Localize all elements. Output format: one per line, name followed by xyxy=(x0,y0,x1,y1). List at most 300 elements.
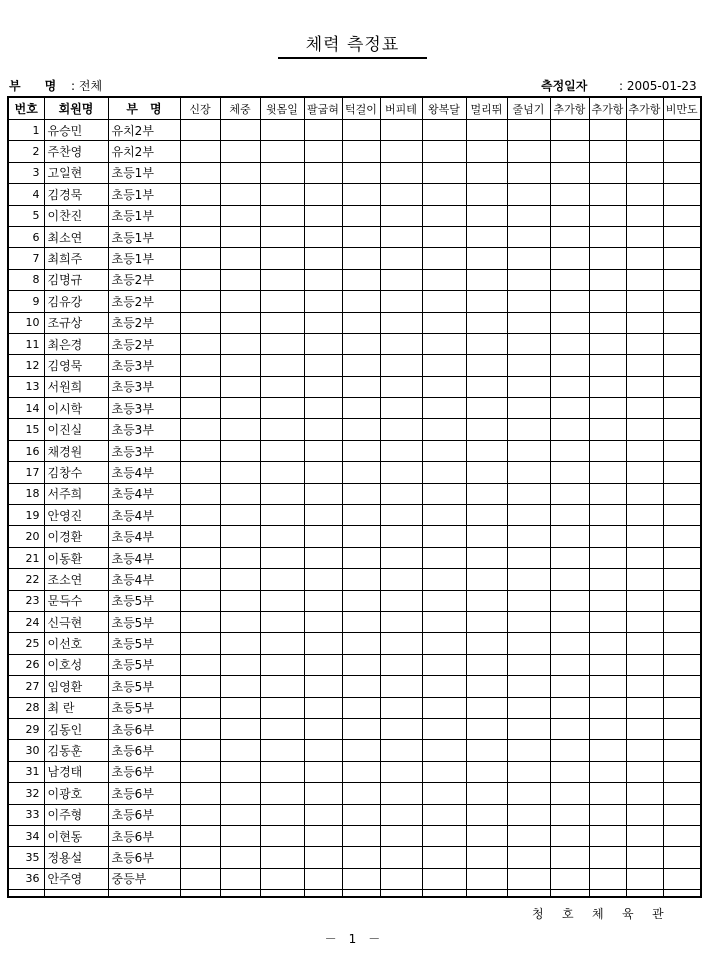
measurement-cell xyxy=(220,611,260,632)
measurement-cell xyxy=(507,462,550,483)
measurement-cell xyxy=(304,269,342,290)
measurement-cell xyxy=(507,611,550,632)
measurement-cell xyxy=(422,483,466,504)
member-name: 이찬진 xyxy=(44,205,108,226)
measurement-cell xyxy=(589,868,626,889)
measurement-cell xyxy=(550,761,589,782)
measurement-cell xyxy=(466,654,507,675)
measurement-cell xyxy=(380,654,422,675)
measurement-cell xyxy=(260,398,304,419)
measurement-cell xyxy=(626,398,663,419)
measurement-cell xyxy=(304,590,342,611)
measurement-cell xyxy=(304,697,342,718)
table-row xyxy=(8,419,701,440)
row-number: 18 xyxy=(8,483,44,504)
measurement-cell xyxy=(180,269,220,290)
measurement-cell xyxy=(589,825,626,846)
measurement-cell xyxy=(180,847,220,868)
department: 초등6부 xyxy=(108,740,180,761)
measurement-cell xyxy=(550,569,589,590)
measurement-cell xyxy=(380,483,422,504)
measurement-cell xyxy=(260,654,304,675)
empty-cell xyxy=(8,890,44,898)
measurement-cell xyxy=(220,376,260,397)
measurement-cell xyxy=(304,483,342,504)
measurement-cell xyxy=(422,333,466,354)
member-name: 신극현 xyxy=(44,611,108,632)
measurement-cell xyxy=(589,483,626,504)
measurement-cell xyxy=(466,868,507,889)
column-header: 부 명 xyxy=(108,97,180,120)
measurement-cell xyxy=(663,248,701,269)
measurement-cell xyxy=(180,376,220,397)
measurement-cell xyxy=(304,184,342,205)
department: 초등5부 xyxy=(108,590,180,611)
date-label: 측정일자 xyxy=(541,79,588,93)
measurement-cell xyxy=(507,547,550,568)
date-meta xyxy=(541,77,697,94)
measurement-cell xyxy=(422,676,466,697)
department: 초등1부 xyxy=(108,248,180,269)
measurement-cell xyxy=(550,740,589,761)
member-name: 문득수 xyxy=(44,590,108,611)
measurement-cell xyxy=(304,141,342,162)
measurement-cell xyxy=(507,526,550,547)
row-number: 13 xyxy=(8,376,44,397)
table-row xyxy=(8,611,701,632)
measurement-cell xyxy=(663,419,701,440)
row-number: 28 xyxy=(8,697,44,718)
measurement-cell xyxy=(180,697,220,718)
measurement-cell xyxy=(342,398,380,419)
table-row xyxy=(8,526,701,547)
row-number: 27 xyxy=(8,676,44,697)
measurement-cell xyxy=(663,740,701,761)
measurement-cell xyxy=(180,676,220,697)
column-header: 턱걸이 xyxy=(342,97,380,120)
table-row xyxy=(8,226,701,247)
measurement-cell xyxy=(507,355,550,376)
measurement-cell xyxy=(342,569,380,590)
column-header: 회원명 xyxy=(44,97,108,120)
measurement-cell xyxy=(422,226,466,247)
measurement-cell xyxy=(304,783,342,804)
measurement-cell xyxy=(220,205,260,226)
row-number: 8 xyxy=(8,269,44,290)
measurement-cell xyxy=(304,611,342,632)
department: 유치2부 xyxy=(108,141,180,162)
member-name: 최희주 xyxy=(44,248,108,269)
measurement-cell xyxy=(589,526,626,547)
measurement-cell xyxy=(220,291,260,312)
table-row xyxy=(8,291,701,312)
department: 초등5부 xyxy=(108,697,180,718)
measurement-cell xyxy=(663,141,701,162)
column-header: 신장 xyxy=(180,97,220,120)
department: 초등1부 xyxy=(108,226,180,247)
measurement-cell xyxy=(380,184,422,205)
measurement-cell xyxy=(507,376,550,397)
measurement-cell xyxy=(589,462,626,483)
measurement-cell xyxy=(260,633,304,654)
measurement-cell xyxy=(507,654,550,675)
measurement-cell xyxy=(626,611,663,632)
measurement-cell xyxy=(180,120,220,141)
measurement-cell xyxy=(220,226,260,247)
measurement-cell xyxy=(466,740,507,761)
measurement-cell xyxy=(380,205,422,226)
member-name: 남경태 xyxy=(44,761,108,782)
member-name: 김동인 xyxy=(44,718,108,739)
measurement-cell xyxy=(260,162,304,183)
measurement-cell xyxy=(422,611,466,632)
measurement-cell xyxy=(260,783,304,804)
measurement-cell xyxy=(342,783,380,804)
measurement-cell xyxy=(180,398,220,419)
measurement-cell xyxy=(220,804,260,825)
measurement-cell xyxy=(507,333,550,354)
measurement-cell xyxy=(342,376,380,397)
table-row xyxy=(8,355,701,376)
measurement-cell xyxy=(380,376,422,397)
measurement-cell xyxy=(663,184,701,205)
measurement-cell xyxy=(550,718,589,739)
measurement-cell xyxy=(304,676,342,697)
department: 초등2부 xyxy=(108,269,180,290)
measurement-cell xyxy=(663,505,701,526)
measurement-cell xyxy=(466,633,507,654)
measurement-cell xyxy=(342,141,380,162)
table-row xyxy=(8,547,701,568)
measurement-cell xyxy=(422,162,466,183)
measurement-cell xyxy=(589,205,626,226)
page-number: － 1 － xyxy=(324,932,381,946)
measurement-cell xyxy=(220,333,260,354)
department: 초등2부 xyxy=(108,312,180,333)
table-row xyxy=(8,740,701,761)
measurement-cell xyxy=(220,590,260,611)
measurement-cell xyxy=(589,718,626,739)
measurement-cell xyxy=(626,783,663,804)
member-name: 조규상 xyxy=(44,312,108,333)
measurement-cell xyxy=(380,355,422,376)
measurement-cell xyxy=(342,333,380,354)
measurement-cell xyxy=(422,761,466,782)
table-row xyxy=(8,440,701,461)
measurement-cell xyxy=(466,847,507,868)
measurement-cell xyxy=(342,633,380,654)
measurement-cell xyxy=(342,654,380,675)
measurement-cell xyxy=(220,547,260,568)
measurement-cell xyxy=(550,205,589,226)
measurement-cell xyxy=(260,269,304,290)
measurement-cell xyxy=(507,312,550,333)
empty-cell xyxy=(550,890,589,898)
measurement-cell xyxy=(663,761,701,782)
measurement-cell xyxy=(626,120,663,141)
measurement-cell xyxy=(626,697,663,718)
measurement-cell xyxy=(550,825,589,846)
measurement-cell xyxy=(626,804,663,825)
measurement-cell xyxy=(626,526,663,547)
measurement-cell xyxy=(180,804,220,825)
measurement-cell xyxy=(180,462,220,483)
measurement-cell xyxy=(507,440,550,461)
measurement-cell xyxy=(589,184,626,205)
row-number: 11 xyxy=(8,333,44,354)
measurement-cell xyxy=(663,355,701,376)
measurement-cell xyxy=(180,783,220,804)
measurement-cell xyxy=(550,847,589,868)
measurement-cell xyxy=(422,526,466,547)
department: 유치2부 xyxy=(108,120,180,141)
measurement-cell xyxy=(304,398,342,419)
measurement-cell xyxy=(260,718,304,739)
measurement-cell xyxy=(220,120,260,141)
measurement-cell xyxy=(422,248,466,269)
measurement-cell xyxy=(380,825,422,846)
measurement-cell xyxy=(550,269,589,290)
organization-char: 청 xyxy=(532,907,544,921)
member-name: 안주영 xyxy=(44,868,108,889)
measurement-cell xyxy=(466,120,507,141)
table-row xyxy=(8,761,701,782)
measurement-cell xyxy=(342,847,380,868)
measurement-cell xyxy=(663,162,701,183)
measurement-cell xyxy=(626,141,663,162)
empty-cell xyxy=(44,890,108,898)
measurement-cell xyxy=(342,825,380,846)
measurement-cell xyxy=(422,355,466,376)
measurement-cell xyxy=(180,590,220,611)
row-number: 3 xyxy=(8,162,44,183)
header-row xyxy=(8,97,701,120)
member-name: 김명규 xyxy=(44,269,108,290)
empty-cell xyxy=(507,890,550,898)
dept-label: 부 명 xyxy=(9,79,57,93)
row-number: 22 xyxy=(8,569,44,590)
measurement-cell xyxy=(589,376,626,397)
measurement-cell xyxy=(304,569,342,590)
measurement-cell xyxy=(304,355,342,376)
measurement-cell xyxy=(466,312,507,333)
measurement-cell xyxy=(422,376,466,397)
measurement-cell xyxy=(180,205,220,226)
organization-char: 호 xyxy=(562,907,574,921)
empty-row xyxy=(8,890,701,898)
table-row xyxy=(8,120,701,141)
measurement-cell xyxy=(550,633,589,654)
measurement-cell xyxy=(589,654,626,675)
measurement-cell xyxy=(380,462,422,483)
measurement-cell xyxy=(663,226,701,247)
measurement-cell xyxy=(507,825,550,846)
measurement-cell xyxy=(626,633,663,654)
measurement-cell xyxy=(422,590,466,611)
measurement-cell xyxy=(304,291,342,312)
measurement-cell xyxy=(180,312,220,333)
department: 초등6부 xyxy=(108,804,180,825)
measurement-cell xyxy=(260,761,304,782)
measurement-cell xyxy=(626,505,663,526)
measurement-cell xyxy=(507,740,550,761)
measurement-cell xyxy=(422,291,466,312)
measurement-cell xyxy=(304,205,342,226)
measurement-cell xyxy=(260,847,304,868)
measurement-cell xyxy=(342,462,380,483)
measurement-table xyxy=(7,96,702,898)
table-row xyxy=(8,269,701,290)
measurement-cell xyxy=(342,740,380,761)
measurement-cell xyxy=(342,483,380,504)
table-row xyxy=(8,398,701,419)
measurement-cell xyxy=(466,505,507,526)
measurement-cell xyxy=(422,419,466,440)
table-row xyxy=(8,590,701,611)
measurement-cell xyxy=(626,676,663,697)
measurement-cell xyxy=(663,654,701,675)
measurement-cell xyxy=(466,398,507,419)
measurement-cell xyxy=(507,761,550,782)
department: 초등4부 xyxy=(108,483,180,504)
table-row xyxy=(8,825,701,846)
member-name: 김영묵 xyxy=(44,355,108,376)
row-number: 6 xyxy=(8,226,44,247)
column-header: 윗몸일 xyxy=(260,97,304,120)
organization-name xyxy=(532,905,682,922)
measurement-cell xyxy=(220,825,260,846)
measurement-cell xyxy=(507,804,550,825)
measurement-cell xyxy=(422,184,466,205)
measurement-cell xyxy=(260,868,304,889)
measurement-cell xyxy=(550,526,589,547)
empty-cell xyxy=(220,890,260,898)
measurement-cell xyxy=(466,825,507,846)
row-number: 19 xyxy=(8,505,44,526)
measurement-cell xyxy=(507,162,550,183)
measurement-cell xyxy=(422,825,466,846)
department: 초등2부 xyxy=(108,291,180,312)
row-number: 17 xyxy=(8,462,44,483)
measurement-cell xyxy=(422,783,466,804)
measurement-cell xyxy=(220,269,260,290)
row-number: 36 xyxy=(8,868,44,889)
measurement-cell xyxy=(466,804,507,825)
measurement-cell xyxy=(422,141,466,162)
row-number: 35 xyxy=(8,847,44,868)
measurement-cell xyxy=(380,697,422,718)
measurement-cell xyxy=(380,569,422,590)
measurement-cell xyxy=(626,355,663,376)
measurement-cell xyxy=(589,141,626,162)
column-header: 추가항 xyxy=(550,97,589,120)
measurement-cell xyxy=(260,590,304,611)
measurement-cell xyxy=(507,120,550,141)
empty-cell xyxy=(589,890,626,898)
measurement-cell xyxy=(260,120,304,141)
measurement-cell xyxy=(180,718,220,739)
department: 초등3부 xyxy=(108,376,180,397)
measurement-cell xyxy=(380,505,422,526)
empty-cell xyxy=(380,890,422,898)
measurement-cell xyxy=(589,162,626,183)
measurement-cell xyxy=(220,783,260,804)
measurement-cell xyxy=(663,120,701,141)
measurement-cell xyxy=(589,804,626,825)
member-name: 최 란 xyxy=(44,697,108,718)
table-row xyxy=(8,312,701,333)
measurement-cell xyxy=(342,611,380,632)
measurement-cell xyxy=(180,355,220,376)
measurement-cell xyxy=(380,312,422,333)
measurement-cell xyxy=(626,483,663,504)
measurement-cell xyxy=(260,825,304,846)
department: 초등5부 xyxy=(108,676,180,697)
measurement-cell xyxy=(380,804,422,825)
measurement-cell xyxy=(663,269,701,290)
measurement-cell xyxy=(180,505,220,526)
table-row xyxy=(8,633,701,654)
row-number: 14 xyxy=(8,398,44,419)
measurement-cell xyxy=(380,120,422,141)
measurement-cell xyxy=(663,676,701,697)
measurement-cell xyxy=(304,440,342,461)
measurement-cell xyxy=(380,291,422,312)
measurement-cell xyxy=(550,355,589,376)
row-number: 25 xyxy=(8,633,44,654)
measurement-cell xyxy=(550,291,589,312)
member-name: 최은경 xyxy=(44,333,108,354)
measurement-cell xyxy=(422,120,466,141)
measurement-cell xyxy=(380,547,422,568)
measurement-cell xyxy=(466,611,507,632)
measurement-cell xyxy=(626,376,663,397)
measurement-cell xyxy=(304,462,342,483)
measurement-cell xyxy=(422,847,466,868)
row-number: 16 xyxy=(8,440,44,461)
department: 중등부 xyxy=(108,868,180,889)
measurement-cell xyxy=(550,611,589,632)
measurement-cell xyxy=(626,462,663,483)
measurement-cell xyxy=(589,333,626,354)
measurement-cell xyxy=(422,505,466,526)
measurement-cell xyxy=(589,547,626,568)
department: 초등5부 xyxy=(108,611,180,632)
measurement-cell xyxy=(626,654,663,675)
measurement-cell xyxy=(260,526,304,547)
measurement-cell xyxy=(626,419,663,440)
measurement-cell xyxy=(466,419,507,440)
measurement-cell xyxy=(304,868,342,889)
measurement-cell xyxy=(663,633,701,654)
measurement-cell xyxy=(380,162,422,183)
measurement-cell xyxy=(304,120,342,141)
measurement-cell xyxy=(550,783,589,804)
measurement-cell xyxy=(260,440,304,461)
measurement-cell xyxy=(589,355,626,376)
measurement-cell xyxy=(304,633,342,654)
measurement-cell xyxy=(589,676,626,697)
measurement-cell xyxy=(180,868,220,889)
measurement-cell xyxy=(180,162,220,183)
measurement-cell xyxy=(550,376,589,397)
measurement-cell xyxy=(466,269,507,290)
measurement-cell xyxy=(260,547,304,568)
measurement-cell xyxy=(626,312,663,333)
measurement-cell xyxy=(220,526,260,547)
measurement-cell xyxy=(507,141,550,162)
measurement-cell xyxy=(180,291,220,312)
